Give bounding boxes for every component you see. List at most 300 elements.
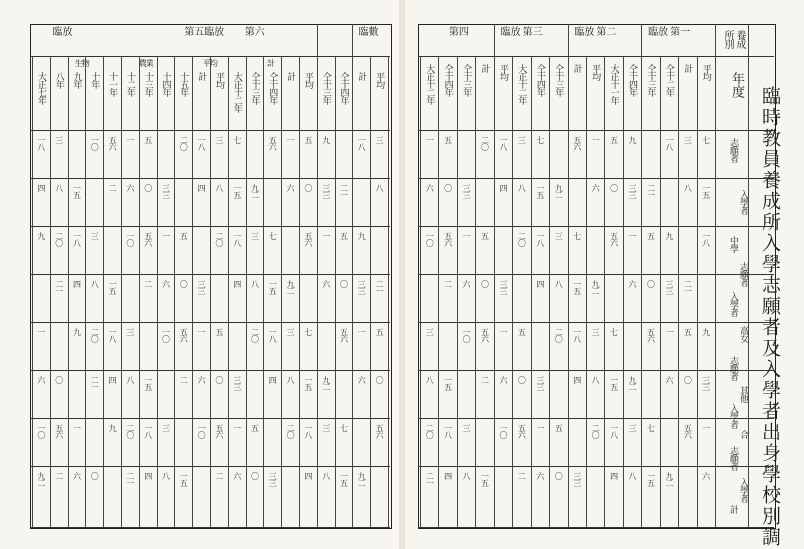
table-cell: 二一	[339, 184, 349, 198]
table-cell: 九	[36, 232, 46, 239]
table-cell: 八	[321, 472, 331, 479]
table-cell: 九	[108, 424, 118, 431]
table-cell: 九二	[664, 472, 674, 486]
table-cell: 四	[609, 472, 619, 479]
table-cell: 三三	[572, 472, 582, 486]
subgroup-label: 計	[266, 59, 274, 68]
table-cell: 一八	[268, 328, 278, 342]
row-label: 志願者	[728, 138, 738, 162]
grid-vline	[586, 56, 587, 527]
table-cell: 九	[701, 328, 711, 335]
grid-vline	[568, 56, 569, 527]
subgroup-label: 農業	[138, 59, 153, 68]
table-cell: 八	[125, 376, 135, 383]
row-label: 計	[728, 505, 738, 513]
table-cell: 一五	[179, 472, 189, 486]
table-cell: 三三	[232, 376, 242, 390]
table-cell: 四	[197, 184, 207, 191]
table-cell: 一八	[443, 424, 453, 438]
column-header: 平均	[590, 64, 601, 80]
table-cell: 七	[646, 424, 656, 431]
table-cell: 四	[303, 472, 313, 479]
table-cell: 七	[232, 136, 242, 143]
table-cell: 一八	[108, 328, 118, 342]
group-header-sub: 臨放	[574, 27, 595, 38]
column-header: 仝十三年	[645, 64, 656, 96]
table-cell: 〇	[554, 472, 564, 479]
group-header-sub: 臨放	[204, 27, 225, 38]
table-cell: 九二	[357, 472, 367, 486]
grid-vline	[139, 56, 140, 527]
table-cell: 一〇	[90, 136, 100, 150]
table-cell: 六	[498, 376, 508, 383]
table-cell: 二〇	[90, 328, 100, 342]
column-header: 十二年	[124, 72, 135, 96]
table-cell: 三三	[701, 376, 711, 390]
grid-vline	[335, 56, 336, 527]
table-cell: 〇	[143, 184, 153, 191]
grid-vline	[512, 56, 513, 527]
table-cell: 一五	[143, 376, 153, 390]
table-cell: 三	[214, 136, 224, 143]
column-header: 十一年	[107, 72, 118, 96]
table-cell: 九二	[628, 376, 638, 390]
table-cell: 四	[268, 376, 278, 383]
column-header: 十五年	[178, 72, 189, 96]
table-cell: 二	[179, 376, 189, 383]
table-cell: 八	[375, 184, 385, 191]
table-cell: 三	[591, 328, 601, 335]
table-cell: 八	[286, 376, 296, 383]
grid-vline	[210, 56, 211, 527]
table-cell: 一八	[303, 424, 313, 438]
table-cell: 一八	[664, 136, 674, 150]
grid-vline	[494, 24, 495, 56]
table-cell: 二〇	[286, 424, 296, 438]
table-cell: 五六	[572, 136, 582, 150]
table-cell: 八	[425, 376, 435, 383]
column-header: 平均	[213, 72, 224, 88]
table-cell: 一	[591, 136, 601, 143]
table-cell: 五	[339, 232, 349, 239]
table-cell: 五六	[375, 424, 385, 438]
stub-header-line1: 養成	[734, 30, 745, 48]
table-cell: 四	[498, 184, 508, 191]
table-cell: 一〇	[462, 328, 472, 342]
table-cell: 五	[250, 424, 260, 431]
table-cell: 〇	[250, 472, 260, 479]
table-cell: 〇	[683, 376, 693, 383]
table-cell: 二	[108, 184, 118, 191]
group-header-name: 第二	[596, 27, 617, 38]
table-cell: 二〇	[554, 328, 564, 342]
grid-vline	[457, 56, 458, 527]
table-cell: 五	[214, 328, 224, 335]
table-cell: 六	[72, 472, 82, 479]
table-cell: 五六	[517, 424, 527, 438]
grid-vline	[604, 56, 605, 527]
table-cell: 二〇	[125, 424, 135, 438]
table-cell: 二一	[90, 376, 100, 390]
table-cell: 八	[462, 472, 472, 479]
table-cell: 五	[517, 328, 527, 335]
table-cell: 一	[72, 424, 82, 431]
table-cell: 六	[321, 280, 331, 287]
grid-vline	[641, 56, 642, 527]
column-header: 平均	[700, 64, 711, 80]
table-cell: 八	[517, 184, 527, 191]
table-cell: 八	[628, 472, 638, 479]
table-cell: 二一	[683, 280, 693, 294]
table-cell: 七	[535, 136, 545, 143]
column-header: 大正七年	[35, 72, 46, 104]
table-cell: 八	[54, 184, 64, 191]
column-header: 仝十四年	[534, 64, 545, 96]
grid-vline	[174, 56, 175, 527]
table-cell: 五六	[480, 328, 490, 342]
table-cell: 一	[36, 328, 46, 335]
grid-vline	[317, 56, 318, 527]
grid-vline	[568, 24, 569, 56]
table-cell: 一	[321, 232, 331, 239]
column-header: 計	[356, 72, 367, 80]
grid-hline	[418, 226, 774, 227]
grid-hline	[418, 527, 774, 528]
row-label: 志願者	[728, 446, 738, 470]
grid-vline	[678, 56, 679, 527]
table-cell: 三	[161, 424, 171, 431]
table-cell: 一	[232, 424, 242, 431]
table-cell: 九	[357, 232, 367, 239]
table-cell: 六	[286, 184, 296, 191]
table-cell: 三	[250, 232, 260, 239]
grid-vline	[352, 56, 353, 527]
table-cell: 六	[701, 472, 711, 479]
table-cell: 三	[554, 232, 564, 239]
table-cell: 三	[517, 136, 527, 143]
table-cell: 三三	[357, 280, 367, 294]
row-label: 入學者	[738, 190, 748, 214]
column-header: 八年	[53, 72, 64, 88]
row-label: 入學者	[728, 404, 738, 428]
grid-vline	[32, 56, 33, 527]
table-cell: 八	[683, 184, 693, 191]
table-cell: 三	[286, 328, 296, 335]
table-cell: 〇	[179, 280, 189, 287]
table-cell: 〇	[517, 376, 527, 383]
table-cell: 四	[143, 472, 153, 479]
table-cell: 三	[683, 136, 693, 143]
table-cell: 一五	[339, 472, 349, 486]
table-cell: 三	[375, 136, 385, 143]
table-cell: 一八	[572, 328, 582, 342]
column-header: 大正十二年	[516, 64, 527, 104]
table-cell: 一	[425, 136, 435, 143]
row-label: 志願者	[728, 356, 738, 380]
column-header: 仝十四年	[338, 72, 349, 104]
table-cell: 一五	[701, 184, 711, 198]
table-cell: 一五	[303, 376, 313, 390]
grid-vline	[475, 56, 476, 527]
column-header: 計	[479, 64, 490, 72]
table-cell: 一五	[443, 376, 453, 390]
table-cell: 三	[321, 424, 331, 431]
table-cell: 三	[125, 328, 135, 335]
table-cell: 二〇	[425, 424, 435, 438]
grid-vline	[438, 56, 439, 527]
table-cell: 六	[197, 376, 207, 383]
table-cell: 四	[232, 280, 242, 287]
table-cell: 一	[498, 328, 508, 335]
table-cell: 五	[609, 136, 619, 143]
table-cell: 三三	[498, 280, 508, 294]
table-cell: 一五	[232, 184, 242, 198]
column-header: 大正十二年	[231, 72, 242, 112]
table-cell: 一〇	[125, 232, 135, 246]
grid-vline	[157, 56, 158, 527]
table-cell: 二一	[425, 472, 435, 486]
column-header: 十三年	[142, 72, 153, 96]
grid-hline	[418, 322, 774, 323]
table-cell: 七	[572, 232, 582, 239]
table-cell: 八	[161, 472, 171, 479]
table-cell: 一五	[572, 280, 582, 294]
table-cell: 三	[90, 232, 100, 239]
column-header: 大正十一年	[608, 64, 619, 104]
group-header-sub: 臨放	[500, 27, 521, 38]
table-cell: 一五	[72, 184, 82, 198]
column-header: 大正十二年	[424, 64, 435, 104]
right-page-frame	[418, 24, 776, 529]
subgroup-label: 平均	[202, 59, 217, 68]
table-cell: 二	[443, 280, 453, 287]
table-cell: 九二	[250, 184, 260, 198]
stub-header-line2: 所別	[722, 30, 733, 48]
table-cell: 一五	[609, 376, 619, 390]
table-cell: 一	[628, 232, 638, 239]
column-header: 十四年	[160, 72, 171, 96]
row-label: 中學	[728, 236, 738, 252]
row-label: 入學者	[738, 478, 748, 502]
grid-hline	[418, 418, 774, 419]
grid-hline	[418, 178, 774, 179]
table-cell: 六	[591, 184, 601, 191]
table-cell: 一八	[232, 232, 242, 246]
table-cell: 六	[232, 472, 242, 479]
table-cell: 一〇	[498, 424, 508, 438]
grid-vline	[103, 56, 104, 527]
column-header: 仝十二年	[663, 64, 674, 96]
column-header: 仝十四年	[442, 64, 453, 96]
grid-vline	[228, 56, 229, 527]
table-cell: 一	[286, 136, 296, 143]
grid-vline	[531, 56, 532, 527]
table-cell: 七	[268, 232, 278, 239]
table-cell: 〇	[443, 184, 453, 191]
table-cell: 三三	[462, 184, 472, 198]
table-cell: 八	[554, 280, 564, 287]
grid-vline	[317, 24, 318, 56]
table-cell: 五	[554, 424, 564, 431]
group-header-name: 第六	[244, 27, 265, 38]
table-cell: 八	[591, 376, 601, 383]
table-cell: 一〇	[161, 328, 171, 342]
table-cell: 三三	[535, 376, 545, 390]
column-header: 計	[682, 64, 693, 72]
row-label: 入學者	[728, 292, 738, 316]
table-cell: 五六	[54, 424, 64, 438]
table-cell: 九	[628, 136, 638, 143]
table-cell: 三三	[628, 184, 638, 198]
grid-vline	[352, 24, 353, 56]
table-cell: 二一	[54, 280, 64, 294]
grid-vline	[494, 56, 495, 527]
table-cell: 六	[125, 184, 135, 191]
column-header: 平均	[374, 72, 385, 88]
table-cell: 六	[357, 376, 367, 383]
column-header: 仝十三年	[461, 64, 472, 96]
table-cell: 六	[462, 280, 472, 287]
table-cell: 一八	[36, 136, 46, 150]
table-cell: 九	[321, 136, 331, 143]
table-cell: 三三	[161, 184, 171, 198]
table-cell: 一五	[480, 472, 490, 486]
row-label: 志願者	[738, 262, 748, 286]
table-cell: 三三	[268, 472, 278, 486]
grid-vline	[281, 56, 282, 527]
table-cell: 三三	[664, 280, 674, 294]
table-cell: 一〇	[197, 424, 207, 438]
table-cell: 五六	[214, 424, 224, 438]
grid-vline	[715, 56, 716, 527]
table-cell: 一五	[268, 280, 278, 294]
column-header: 計	[571, 64, 582, 72]
table-cell: 二	[480, 376, 490, 383]
table-cell: 一〇	[36, 424, 46, 438]
table-cell: 五六	[179, 328, 189, 342]
table-cell: 六	[664, 376, 674, 383]
grid-vline	[623, 56, 624, 527]
table-cell: 九二	[591, 280, 601, 294]
column-header: 仝十三年	[320, 72, 331, 104]
grid-hline	[30, 527, 390, 528]
table-cell: 一五	[108, 280, 118, 294]
table-cell: 一八	[72, 232, 82, 246]
document-title: 臨時教員養成所入學志願者及入學者出身學校別調	[759, 86, 781, 548]
table-cell: 二	[143, 280, 153, 287]
table-cell: 三	[462, 424, 472, 431]
table-cell: 七	[609, 328, 619, 335]
column-header: 仝十三年	[249, 72, 260, 104]
table-cell: 六	[36, 376, 46, 383]
table-cell: 五	[480, 232, 490, 239]
table-cell: 〇	[214, 376, 224, 383]
grid-vline	[85, 56, 86, 527]
grid-vline	[370, 56, 371, 527]
table-cell: 九二	[321, 376, 331, 390]
table-cell: 四	[36, 184, 46, 191]
table-cell: 一〇	[425, 232, 435, 246]
subgroup-label: 生物	[74, 59, 89, 68]
table-cell: 二	[214, 472, 224, 479]
table-cell: 〇	[609, 184, 619, 191]
table-cell: 五六	[443, 232, 453, 246]
table-cell: 一八	[498, 136, 508, 150]
table-cell: 五	[443, 136, 453, 143]
column-header: 平均	[497, 64, 508, 80]
table-cell: 三三	[197, 280, 207, 294]
grid-vline	[549, 56, 550, 527]
table-cell: 九二	[286, 280, 296, 294]
column-header: 計	[196, 72, 207, 80]
grid-vline	[697, 56, 698, 527]
table-cell: 一	[197, 328, 207, 335]
table-cell: 五六	[339, 328, 349, 342]
table-cell: 一八	[701, 232, 711, 246]
table-cell: 二〇	[517, 232, 527, 246]
table-cell: 六	[425, 184, 435, 191]
table-cell: 一	[664, 328, 674, 335]
table-cell: 三	[425, 328, 435, 335]
table-cell: 四	[72, 280, 82, 287]
table-cell: 二〇	[54, 232, 64, 246]
group-header-name: 臨放	[52, 27, 73, 38]
column-header: 平均	[302, 72, 313, 88]
column-header: 計	[285, 72, 296, 80]
table-cell: 二一	[646, 184, 656, 198]
grid-vline	[50, 56, 51, 527]
grid-vline	[420, 56, 421, 527]
table-cell: 二〇	[591, 424, 601, 438]
group-header-sub: 臨放	[648, 27, 669, 38]
grid-vline	[388, 56, 389, 527]
table-cell: 七	[303, 328, 313, 335]
row-label: 其他	[738, 386, 748, 402]
table-cell: 二〇	[214, 232, 224, 246]
table-cell: 〇	[646, 280, 656, 287]
grid-vline	[299, 56, 300, 527]
table-cell: 三	[628, 424, 638, 431]
table-cell: 〇	[375, 376, 385, 383]
row-label: 合	[738, 430, 748, 438]
table-cell: 七	[701, 136, 711, 143]
grid-hline	[418, 56, 774, 57]
column-header: 仝十四年	[267, 72, 278, 104]
table-cell: 一八	[197, 136, 207, 150]
table-cell: 一	[125, 136, 135, 143]
group-header-name: 臨數	[358, 27, 379, 38]
table-cell: 二	[54, 472, 64, 479]
column-header: 九年	[71, 72, 82, 88]
grid-vline	[748, 24, 749, 527]
table-cell: 〇	[303, 184, 313, 191]
row-label: 高女	[738, 326, 748, 342]
table-cell: 九	[72, 328, 82, 335]
grid-vline	[660, 56, 661, 527]
table-cell: 二一	[125, 472, 135, 486]
column-header: 仝十四年	[627, 64, 638, 96]
table-cell: 一五	[646, 472, 656, 486]
grid-vline	[68, 56, 69, 527]
table-cell: 三	[54, 136, 64, 143]
grid-vline	[121, 56, 122, 527]
table-cell: 二	[517, 472, 527, 479]
table-cell: 〇	[54, 376, 64, 383]
table-cell: 三三	[321, 184, 331, 198]
table-cell: 二〇	[179, 136, 189, 150]
table-cell: 五六	[143, 232, 153, 246]
table-cell: 〇	[480, 280, 490, 287]
